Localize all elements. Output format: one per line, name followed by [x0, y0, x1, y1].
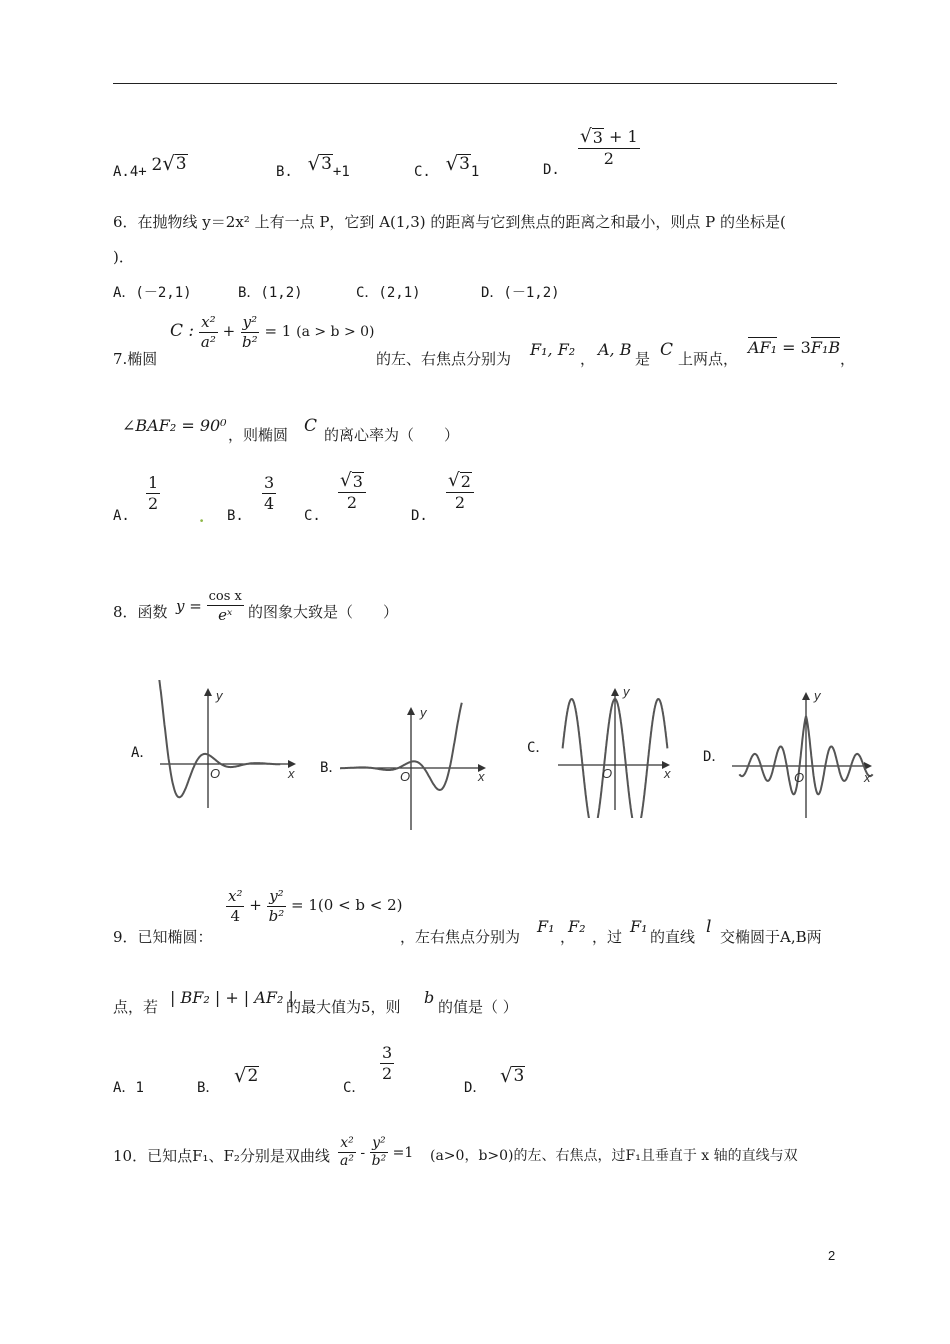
graph-d-origin: O	[794, 770, 805, 785]
y-axis-arrow	[204, 688, 212, 696]
q8-graph-d-label: D．	[703, 749, 726, 765]
q8-graph-c-label: C．	[527, 740, 550, 756]
q7-shi: 是	[635, 350, 651, 368]
q8-graph-a-label: A．	[131, 745, 154, 761]
q9-sep: ，	[560, 928, 576, 946]
q6-option-c: C．(2,1)	[356, 285, 421, 301]
q7-lead: 7.椭圆	[113, 350, 158, 368]
page-number: 2	[828, 1248, 836, 1263]
q7-foci-text: 的左、右焦点分别为	[376, 350, 512, 368]
q8-lead: 8．函数	[113, 603, 168, 621]
y-axis-arrow	[611, 688, 619, 696]
header-rule	[113, 83, 837, 84]
q7-ask: 的离心率为（ ）	[324, 426, 460, 444]
q7-angle: ∠BAF₂ = 90⁰	[122, 416, 227, 435]
q7-option-c-value: √ 3 2	[338, 472, 366, 511]
q9-line2b: 的最大值为5，则	[286, 998, 401, 1016]
q7-option-c-label: C.	[304, 508, 321, 524]
q9-cross: 交椭圆于A,B两	[720, 928, 822, 946]
q9-option-c-value: $\frac{3}{2}$	[382, 1043, 393, 1083]
q8-function: y = $\frac{\text{cos x}}{\text{eˣ}}$	[176, 589, 242, 625]
q7-points-ab: A, B	[598, 340, 632, 359]
graph-b-origin: O	[400, 769, 411, 784]
q8-graph-b-label: B．	[320, 760, 343, 776]
graph-a-origin: O	[210, 766, 221, 781]
y-axis-arrow	[802, 692, 810, 700]
q8-graph-a	[150, 680, 310, 820]
q9-option-d-value: √ 3	[500, 1064, 525, 1088]
q9-line-of: 的直线	[650, 928, 696, 946]
graph-c-origin: O	[602, 766, 613, 781]
q7-option-b-label: B.	[227, 508, 244, 524]
graph-b-x-label: x	[478, 769, 485, 784]
q7-option-d-value: √ 2 2	[446, 472, 474, 511]
graph-c-x-label: x	[664, 766, 671, 781]
graph-d-y-label: y	[814, 688, 821, 703]
y-axis-arrow	[407, 707, 415, 715]
q9-f2: F₂	[568, 917, 586, 936]
q7-two-points: 上两点，	[678, 350, 739, 368]
q8-graph-d	[728, 684, 878, 824]
q10-tail: (a>0，b>0)的左、右焦点，过F₁且垂直于 x 轴的直线与双	[430, 1148, 798, 1164]
q9-b: b	[424, 988, 435, 1007]
q5-option-d-label: D.	[543, 162, 560, 178]
q8-graph-b	[340, 695, 500, 835]
q7-stray-dot: .	[199, 508, 205, 526]
q9-f1-b: F₁	[630, 917, 648, 936]
q9-line2c: 的值是（ ）	[438, 998, 518, 1016]
q7-c-label-2: C	[304, 416, 318, 436]
q7-c-label: C	[660, 340, 674, 360]
q9-option-c-label: C．	[343, 1080, 366, 1096]
graph-a-y-label: y	[216, 688, 223, 703]
q9-option-d-label: D．	[464, 1080, 487, 1096]
q6-option-b: B．(1,2)	[238, 285, 303, 301]
q7-foci: F₁, F₂	[530, 340, 576, 359]
q7-option-a-value: $\frac{1}{2}$	[148, 473, 159, 513]
graph-a-x-label: x	[288, 766, 295, 781]
q7-then: ，则椭圆	[228, 426, 289, 444]
graph-c-y-label: y	[623, 684, 630, 699]
q5-option-a: A.4+ 2 √ 3	[113, 152, 187, 181]
q7-option-d-label: D.	[411, 508, 428, 524]
q5-option-c: C. √ 3 1	[414, 152, 480, 181]
q8-tail: 的图象大致是（ ）	[248, 603, 399, 621]
q7-comma2: ，	[840, 350, 856, 368]
q9-lead: 9．已知椭圆：	[113, 928, 213, 946]
q6-option-a: A．(－2,1)	[113, 285, 192, 301]
q9-f1: F₁	[537, 917, 555, 936]
q7-option-b-value: $\frac{3}{4}$	[264, 473, 275, 513]
graph-b-y-label: y	[420, 705, 427, 720]
q9-ellipse-equation: $\frac{\text{x²}}{4}$ + $\frac{\text{y²}}{\text{b²}}$ = 1(0 < b < 2)	[228, 887, 403, 925]
q9-option-b-label: B．	[197, 1080, 220, 1096]
q5-option-b: B. √ 3 +1	[276, 152, 350, 181]
q9-foci-text: ，左右焦点分别为	[400, 928, 521, 946]
q6-stem-line2: )．	[113, 248, 134, 266]
q6-option-d: D．(－1,2)	[481, 285, 560, 301]
graph-d-x-label: x	[864, 770, 871, 785]
q9-l: l	[706, 917, 712, 937]
q9-abs-expression: | BF₂ | + | AF₂ |	[170, 988, 294, 1007]
q6-stem-line1: 6．在抛物线 y＝2x² 上有一点 P，它到 A(1,3) 的距离与它到焦点的距离之和最小，则点 P 的坐标是(	[113, 213, 786, 231]
q9-option-a: A．1	[113, 1080, 144, 1096]
q9-line2a: 点，若	[113, 998, 159, 1016]
q8-graph-c	[552, 678, 682, 818]
q9-guo: ，过	[592, 928, 623, 946]
q9-option-b-value: √ 2	[234, 1064, 259, 1088]
q10-hyperbola-equation: $\frac{\text{x²}}{\text{a²}}$ - $\frac{\text{y²}}{\text{b²}}$ =1	[340, 1135, 414, 1170]
q7-vector-equation: AF₁ = 3F₁B	[748, 338, 841, 357]
q7-option-a-label: A.	[113, 508, 130, 524]
q7-comma: ，	[580, 350, 596, 368]
q5-option-d-fraction: √ 3 + 1 2	[580, 126, 638, 168]
q10-lead: 10．已知点F₁、F₂分别是双曲线	[113, 1147, 330, 1165]
q7-ellipse-equation: C : $\frac{\text{x²}}{\text{a²}}$ + $\frac{\text{y²}}{\text{b²}}$ = 1 (a > b > 0)	[170, 313, 375, 351]
